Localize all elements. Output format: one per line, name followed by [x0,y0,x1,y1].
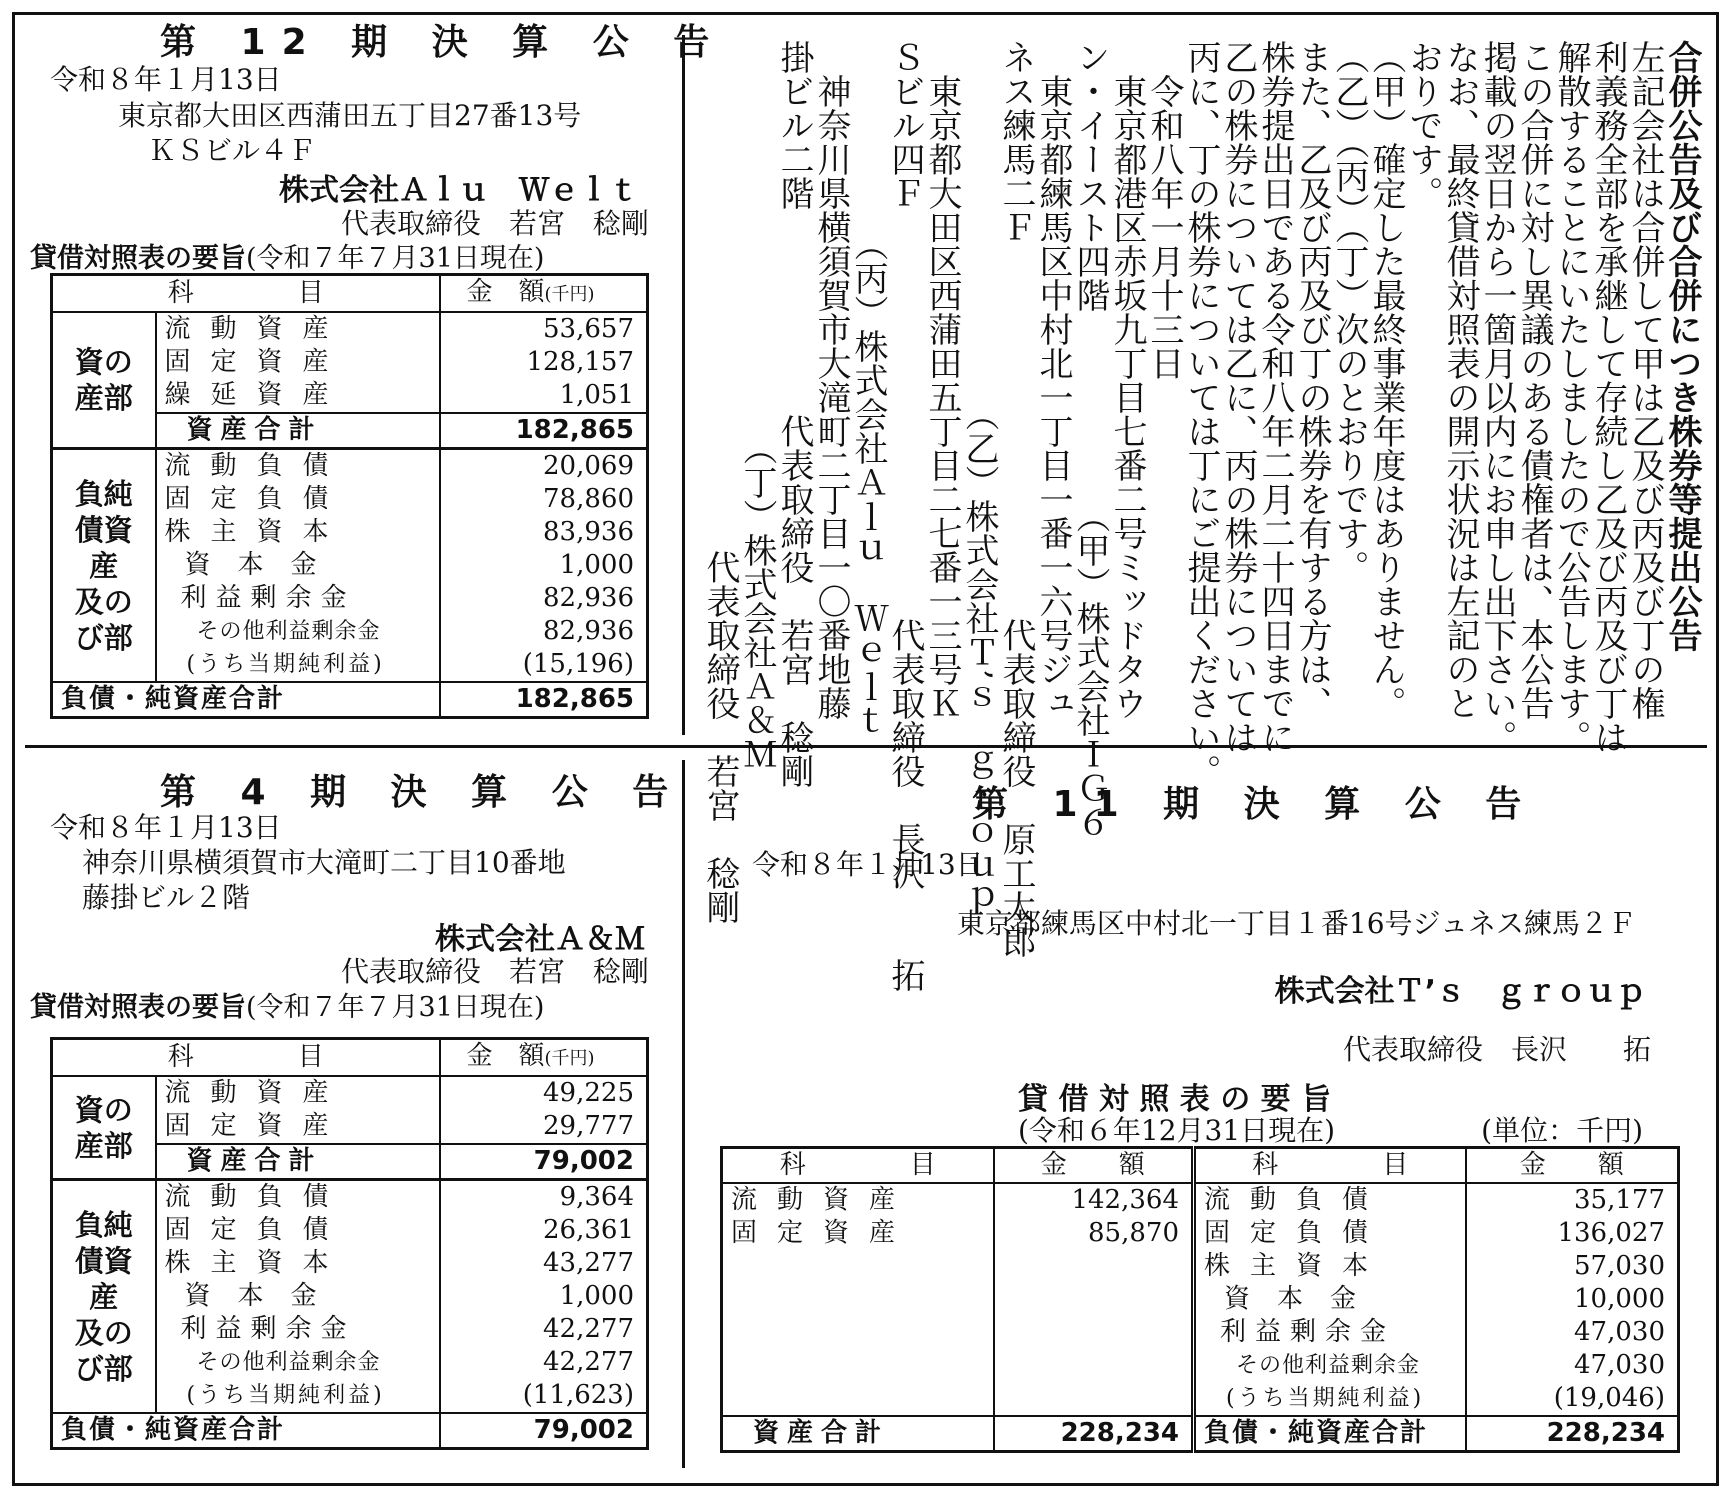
row-label: 固定負債 [156,483,440,516]
table-row [722,1183,1679,1217]
row-value: 228,234 [1466,1416,1679,1452]
table-row [52,449,648,484]
assets-section-label: 資の 産部 [52,312,156,449]
row-label: 利益剰余金 [156,1313,440,1346]
row-value: 1,000 [559,550,634,580]
representative: 代表取締役 若宮 稔剛 [340,207,649,240]
row-value: 26,361 [543,1215,634,1245]
merger-line: 令和八年一月十三日 [1144,40,1184,380]
row-value: 47,030 [1574,1350,1665,1380]
row-label-empty [722,1316,994,1349]
table-row [52,1180,648,1215]
row-value: (11,623) [522,1380,634,1410]
row-label: その他利益剰余金 [156,615,440,648]
notice-title: 第 11 期 決 算 公 告 [972,784,1538,825]
row-value: (19,046) [1553,1383,1665,1413]
notice-date: 令和８年１月13日 [50,63,282,96]
address-line-2: 藤掛ビル２階 [82,881,251,914]
merger-line: 掲載の翌日から一箇月以内にお申し出下さい。 [1477,40,1517,754]
bs-date: (令和６年12月31日現在) [1018,1114,1336,1147]
row-value-empty [994,1283,1194,1316]
row-label: 負債・純資産合計 [1194,1416,1466,1452]
row-label: 流動資産 [722,1183,994,1217]
row-label: 流動資産 [156,312,440,346]
row-label: 株主資本 [156,1247,440,1280]
row-label: 固定負債 [156,1214,440,1247]
row-value: 128,157 [526,347,634,377]
row-value: 20,069 [440,449,648,484]
merger-line: 掛ビル二階 代表取締役 若宮 稔剛 [774,40,814,788]
table-row [52,1076,648,1110]
merger-line: 代表取締役 若宮 稔剛 [700,40,740,924]
merger-notice-title: 合併公告及び合併につき株券等提出公告 [1662,40,1702,652]
merger-line: 東京都大田区西蒲田五丁目二七番一三号Ｋ [922,40,962,720]
notice-title: 第 12 期 決 算 公 告 [160,22,726,63]
balance-sheet-table [720,1146,1680,1453]
bs-heading [30,985,544,1024]
header-unit: (千円) [544,1048,595,1069]
row-label: 利益剰余金 [156,582,440,615]
header-unit: (千円) [544,284,595,305]
address-line-1: 神奈川県横須賀市大滝町二丁目10番地 [82,846,566,879]
row-value: 83,936 [543,517,634,547]
row-value: 1,051 [559,380,634,410]
merger-line: ネス練馬二Ｆ 代表取締役 原工太郎 [996,40,1036,958]
balance-sheet-table [50,1037,649,1450]
header-amount-right: 金 額 [1466,1148,1679,1184]
liabilities-section-label: 負純 債資 産 及の び部 [52,1180,156,1414]
merger-line: （甲）確定した最終事業年度はありません。 [1366,40,1406,720]
row-value: 142,364 [994,1183,1194,1217]
balance-sheet-table [50,273,649,719]
table-row [722,1250,1679,1283]
row-label-empty [722,1349,994,1382]
header-item: 科 目 [52,1039,440,1077]
header-item: 科 目 [52,275,440,313]
header-amount-left: 金 額 [994,1148,1194,1184]
bs-date: (令和７年７月31日現在) [246,992,545,1023]
row-value: 42,277 [543,1314,634,1344]
row-value: 228,234 [994,1416,1194,1452]
merger-line: この合併に対し異議のある債権者は、本公告 [1514,40,1554,720]
row-label: 固定資産 [156,1110,440,1144]
row-value: 82,936 [543,583,634,613]
merger-line: Ｓビル四Ｆ 代表取締役 長沢 拓 [885,40,925,992]
row-value: 78,860 [543,484,634,514]
row-label: 流動負債 [156,1180,440,1215]
vertical-divider-bottom [682,760,685,1468]
table-row [52,312,648,346]
bs-heading [30,236,544,275]
row-value: 57,030 [1574,1251,1665,1281]
row-value: (15,196) [522,649,634,679]
row-value: 9,364 [440,1180,648,1215]
header-item-left: 科 目 [722,1148,994,1184]
total-row [52,682,648,718]
row-label: その他利益剰余金 [156,1346,440,1379]
table-header [52,1039,648,1077]
row-value: 79,002 [440,1144,648,1180]
bs-title: 貸借対照表の要旨 [30,992,246,1023]
row-label: 負債・純資産合計 [52,1413,440,1449]
assets-section-label: 資の 産部 [52,1076,156,1180]
table-row [722,1349,1679,1382]
row-value: 182,865 [440,682,648,718]
row-label: 資本金 [156,549,440,582]
bs-title: 貸 借 対 照 表 の 要 旨 [1018,1082,1332,1117]
liabilities-section-label: 負純 債資 産 及の び部 [52,449,156,683]
row-label: (うち当期純利益) [156,648,440,682]
table-header [52,275,648,313]
merger-line: ン・イースト四階 （甲）株式会社ＩＧ６ [1070,40,1110,839]
row-value: 35,177 [1574,1185,1665,1215]
merger-line: 利義務全部を承継して存続し乙及び丙及び丁は [1588,40,1628,754]
vertical-divider-top [682,35,685,735]
row-label: 固定資産 [722,1217,994,1250]
row-label: 株主資本 [156,516,440,549]
table-row [722,1382,1679,1416]
row-value: 43,277 [543,1248,634,1278]
header-item-right: 科 目 [1194,1148,1466,1184]
row-label: 株主資本 [1194,1250,1466,1283]
row-value: 53,657 [543,314,634,344]
merger-line: （丙）株式会社Ａｌｕ Ｗｅｌｔ [848,40,888,737]
merger-line: 丙に、丁の株券については丁にご提出ください。 [1181,40,1221,788]
row-label-empty [722,1283,994,1316]
row-label: 固定資産 [156,346,440,379]
notice-date: 令和８年１月13日 [752,848,984,881]
table-header [722,1148,1679,1184]
row-value: 49,225 [543,1078,634,1108]
merger-line: 解散することにいたしましたので公告します。 [1551,40,1591,754]
row-label: 利益剰余金 [1194,1316,1466,1349]
row-label: (うち当期純利益) [1194,1382,1466,1416]
merger-line: （乙）（丙）（丁）次のとおりです。 [1329,40,1369,584]
table-row [722,1316,1679,1349]
row-value: 85,870 [994,1217,1194,1250]
row-label: 資本金 [1194,1283,1466,1316]
row-label: 繰延資産 [156,379,440,413]
row-value: 47,030 [1574,1317,1665,1347]
row-label: 負債・純資産合計 [52,682,440,718]
row-value-empty [994,1316,1194,1349]
representative: 代表取締役 若宮 稔剛 [340,955,649,988]
notice-title: 第 4 期 決 算 公 告 [160,772,685,813]
row-label: 資産合計 [156,1144,440,1180]
total-row [722,1416,1679,1452]
address-line-2: ＫＳビル４Ｆ [148,134,317,167]
row-value: 136,027 [1557,1218,1665,1248]
row-value: 1,000 [559,1281,634,1311]
row-label: その他利益剰余金 [1194,1349,1466,1382]
row-value: 79,002 [440,1413,648,1449]
table-row [722,1283,1679,1316]
representative: 代表取締役 長沢 拓 [1342,1033,1651,1066]
row-label: 流動負債 [156,449,440,484]
merger-line: 株券提出日である令和八年二月二十四日までに [1255,40,1295,754]
merger-line: 神奈川県横須賀市大滝町二丁目一〇番地藤 [811,40,851,720]
row-label: (うち当期純利益) [156,1379,440,1413]
row-value: 82,936 [543,616,634,646]
row-label: 固定負債 [1194,1217,1466,1250]
row-label-empty [722,1250,994,1283]
merger-line: 東京都練馬区中村北一丁目一番一六号ジュ [1033,40,1073,720]
horizontal-divider [25,745,1707,748]
row-label: 流動資産 [156,1076,440,1110]
company-name: 株式会社Ａｌｕ Ｗｅｌｔ [279,173,639,208]
row-value-empty [994,1250,1194,1283]
company-name: 株式会社Ｔ’ｓ ｇｒｏｕｐ [1274,974,1646,1009]
address: 東京都練馬区中村北一丁目１番16号ジュネス練馬２Ｆ [956,907,1636,940]
merger-line: また、乙及び丙及び丁の株券を有する方は、 [1292,40,1332,720]
row-value-empty [994,1349,1194,1382]
row-value: 42,277 [543,1347,634,1377]
row-label: 流動負債 [1194,1183,1466,1217]
merger-line: なお、最終貸借対照表の開示状況は左記のと [1440,40,1480,720]
merger-line: 乙の株券については乙に、丙の株券については [1218,40,1258,754]
row-value-empty [994,1382,1194,1416]
row-value: 29,777 [543,1111,634,1141]
header-amount: 金 額(千円) [440,275,648,313]
merger-line: 左記会社は合併して甲は乙及び丙及び丁の権 [1625,40,1665,720]
row-label: 資産合計 [156,413,440,449]
notice-date: 令和８年１月13日 [50,811,282,844]
row-label: 資本金 [156,1280,440,1313]
row-label: 資産合計 [722,1416,994,1452]
merger-line: 東京都港区赤坂九丁目七番二号ミッドタウ [1107,40,1147,720]
unit-label: (単位：千円) [1481,1114,1643,1147]
total-row [52,1413,648,1449]
address-line-1: 東京都大田区西蒲田五丁目27番13号 [118,99,582,132]
header-amount: 金 額(千円) [440,1039,648,1077]
merger-line: （丁）株式会社Ａ＆Ｍ [737,40,777,771]
company-name: 株式会社Ａ＆Ｍ [435,922,645,957]
bs-title: 貸借対照表の要旨 [30,243,246,274]
merger-line: おりです。 [1403,40,1443,210]
merger-line: （乙）株式会社Ｔ’ｓ ｇｒｏｕｐ [959,40,999,918]
table-row [722,1217,1679,1250]
row-value: 182,865 [440,413,648,449]
row-label-empty [722,1382,994,1416]
bs-date: (令和７年７月31日現在) [246,243,545,274]
row-value: 10,000 [1574,1284,1665,1314]
